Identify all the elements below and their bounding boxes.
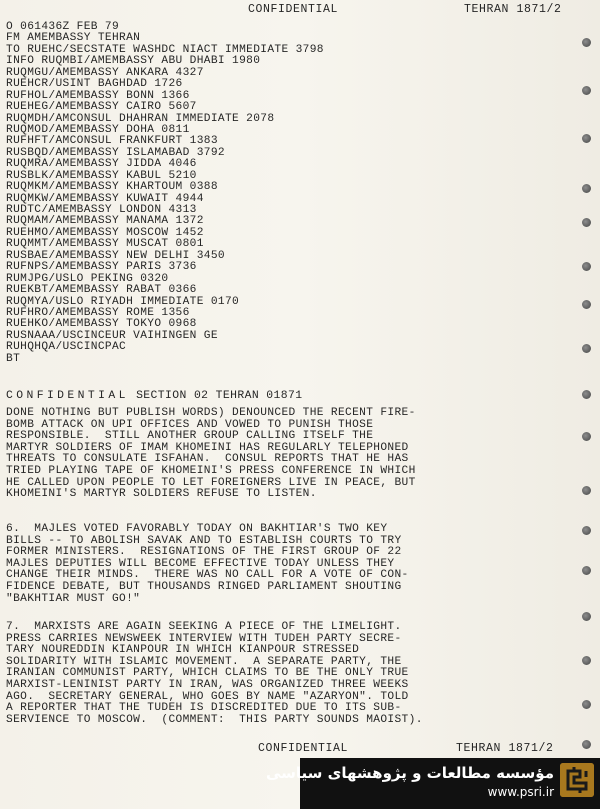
section-classification: CONFIDENTIAL (6, 390, 129, 402)
address-line: RUQMGU/AMEMBASSY ANKARA 4327 (6, 66, 204, 79)
punch-hole (582, 612, 591, 621)
punch-hole (582, 566, 591, 575)
paragraph-line: SOLIDARITY WITH ISLAMIC MOVEMENT. A SEPARATE PARTY, THE (6, 655, 402, 668)
address-line: RUSBQD/AMEMBASSY ISLAMABAD 3792 (6, 146, 225, 159)
address-line: O 061436Z FEB 79 (6, 21, 120, 33)
address-line: RUQMKM/AMEMBASSY KHARTOUM 0388 (6, 181, 218, 194)
punch-hole (582, 134, 591, 143)
paragraph-line: BILLS -- TO ABOLISH SAVAK AND TO ESTABLISH COURTS TO TRY (6, 534, 402, 547)
page-header (0, 3, 600, 17)
section-line (6, 390, 302, 402)
paragraph-line: HE CALLED UPON PEOPLE TO LET FOREIGNERS LIVE IN PEACE, BUT (6, 476, 416, 489)
punch-holes (576, 0, 600, 809)
paragraph-line: MAJLES DEPUTIES WILL BECOME EFFECTIVE TODAY UNLESS THEY (6, 557, 395, 570)
address-line: RUEHMO/AMEMBASSY MOSCOW 1452 (6, 226, 204, 239)
address-line: RUFHFT/AMCONSUL FRANKFURT 1383 (6, 135, 218, 148)
paragraph-line: RESPONSIBLE. STILL ANOTHER GROUP CALLING ITSELF THE (6, 430, 374, 443)
paragraph-line: FORMER MINISTERS. RESIGNATIONS OF THE FIRST GROUP OF 22 (6, 546, 402, 559)
punch-hole (582, 300, 591, 309)
address-line: INFO RUQMBI/AMEMBASSY ABU DHABI 1980 (6, 55, 261, 68)
address-line: RUEHEG/AMEMBASSY CAIRO 5607 (6, 101, 197, 114)
paragraph-line: THREATS TO CONSULATE ISFAHAN. CONSUL REPORTS THAT HE HAS (6, 453, 409, 466)
paragraph-line: A REPORTER THAT THE TUDEH IS DISCREDITED DUE TO ITS SUB- (6, 702, 402, 715)
footer-reference: TEHRAN 1871/2 (456, 742, 554, 755)
paragraph-line: 6. MAJLES VOTED FAVORABLY TODAY ON BAKHTIAR'S TWO KEY (6, 523, 388, 535)
page-footer (0, 742, 600, 756)
header-reference: TEHRAN 1871/2 (464, 3, 562, 16)
address-line: RUEHKO/AMEMBASSY TOKYO 0968 (6, 318, 197, 331)
paragraph-line: MARTYR SOLDIERS OF IMAM KHOMEINI HAS REGULARLY TELEPHONED (6, 441, 409, 454)
address-line: TO RUEHC/SECSTATE WASHDC NIACT IMMEDIATE 3798 (6, 43, 324, 56)
address-line: RUHQHQA/USCINCPAC (6, 341, 127, 354)
paragraph-line: BOMB ATTACK ON UPI OFFICES AND VOWED TO PUNISH THOSE (6, 418, 374, 431)
paragraph-line: 7. MARXISTS ARE AGAIN SEEKING A PIECE OF THE LIMELIGHT. (6, 621, 402, 633)
paragraph-line: DONE NOTHING BUT PUBLISH WORDS) DENOUNCED THE RECENT FIRE- (6, 407, 416, 419)
address-line: RUFNPS/AMEMBASSY PARIS 3736 (6, 261, 197, 274)
address-line: RUQMRA/AMEMBASSY JIDDA 4046 (6, 158, 197, 171)
address-line: FM AMEMBASSY TEHRAN (6, 32, 141, 45)
punch-hole (582, 656, 591, 665)
punch-hole (582, 262, 591, 271)
address-line: RUQMOD/AMEMBASSY DOHA 0811 (6, 123, 190, 136)
section-reference: SECTION 02 TEHRAN 01871 (128, 390, 303, 402)
address-line: RUQMMT/AMEMBASSY MUSCAT 0801 (6, 238, 204, 251)
paragraph-line: TARY NOUREDDIN KIANPOUR IN WHICH KIANPOUR STRESSED (6, 644, 360, 657)
address-line: RUMJPG/USLO PEKING 0320 (6, 272, 169, 285)
address-line: RUQMYA/USLO RIYADH IMMEDIATE 0170 (6, 295, 240, 308)
paragraph-line: "BAKHTIAR MUST GO!" (6, 592, 141, 605)
paragraph-line: PRESS CARRIES NEWSWEEK INTERVIEW WITH TUDEH PARTY SECRE- (6, 632, 402, 645)
punch-hole (582, 344, 591, 353)
punch-hole (582, 486, 591, 495)
paragraph-line: CHANGE THEIR MINDS. THERE WAS NO CALL FOR A VOTE OF CON- (6, 569, 409, 582)
watermark-title: مؤسسه مطالعات و پژوهشهای سیاسی (265, 764, 554, 782)
punch-hole (582, 432, 591, 441)
address-line: BT (6, 352, 21, 365)
paragraph-line: MARXIST-LENINIST PARTY IN IRAN, WAS ORGANIZED THREE WEEKS (6, 678, 409, 691)
paragraph-continued (6, 408, 566, 501)
paragraph-7 (6, 622, 566, 726)
watermark-url: www.psri.ir (487, 785, 554, 799)
address-line: RUQMKW/AMEMBASSY KUWAIT 4944 (6, 192, 204, 205)
footer-classification: CONFIDENTIAL (258, 742, 349, 755)
paragraph-line: SERVIENCE TO MOSCOW. (COMMENT: THIS PARTY SOUNDS MAOIST). (6, 713, 423, 726)
address-line: RUSNAAA/USCINCEUR VAIHINGEN GE (6, 329, 218, 342)
punch-hole (582, 38, 591, 47)
punch-hole (582, 218, 591, 227)
paragraph-line: KHOMEINI'S MARTYR SOLDIERS REFUSE TO LISTEN. (6, 488, 317, 501)
header-classification: CONFIDENTIAL (248, 3, 339, 16)
address-line: RUDTC/AMEMBASSY LONDON 4313 (6, 204, 197, 216)
address-line: RUSBLK/AMEMBASSY KABUL 5210 (6, 169, 197, 182)
institute-logo-icon (560, 763, 594, 797)
paragraph-line: FIDENCE DEBATE, BUT THOUSANDS RINGED PARLIAMENT SHOUTING (6, 580, 402, 593)
address-block (6, 22, 566, 365)
paragraph-line: AGO. SECRETARY GENERAL, WHO GOES BY NAME "AZARYON". TOLD (6, 690, 409, 703)
address-line: RUEHCR/USINT BAGHDAD 1726 (6, 78, 183, 91)
address-line: RUFHRO/AMEMBASSY ROME 1356 (6, 306, 190, 319)
paragraph-6 (6, 524, 566, 605)
paragraph-line: IRANIAN COMMUNIST PARTY, WHICH CLAIMS TO BE THE ONLY TRUE (6, 667, 409, 680)
punch-hole (582, 740, 591, 749)
punch-hole (582, 184, 591, 193)
paragraph-line: TRIED PLAYING TAPE OF KHOMEINI'S PRESS CONFERENCE IN WHICH (6, 464, 416, 477)
punch-hole (582, 390, 591, 399)
address-line: RUQMDH/AMCONSUL DHAHRAN IMMEDIATE 2078 (6, 112, 275, 125)
punch-hole (582, 86, 591, 95)
address-line: RUEKBT/AMEMBASSY RABAT 0366 (6, 284, 197, 297)
address-line: RUSBAE/AMEMBASSY NEW DELHI 3450 (6, 249, 225, 262)
punch-hole (582, 700, 591, 709)
address-line: RUFHOL/AMEMBASSY BONN 1366 (6, 89, 190, 102)
punch-hole (582, 526, 591, 535)
address-line: RUQMAM/AMEMBASSY MANAMA 1372 (6, 215, 204, 228)
